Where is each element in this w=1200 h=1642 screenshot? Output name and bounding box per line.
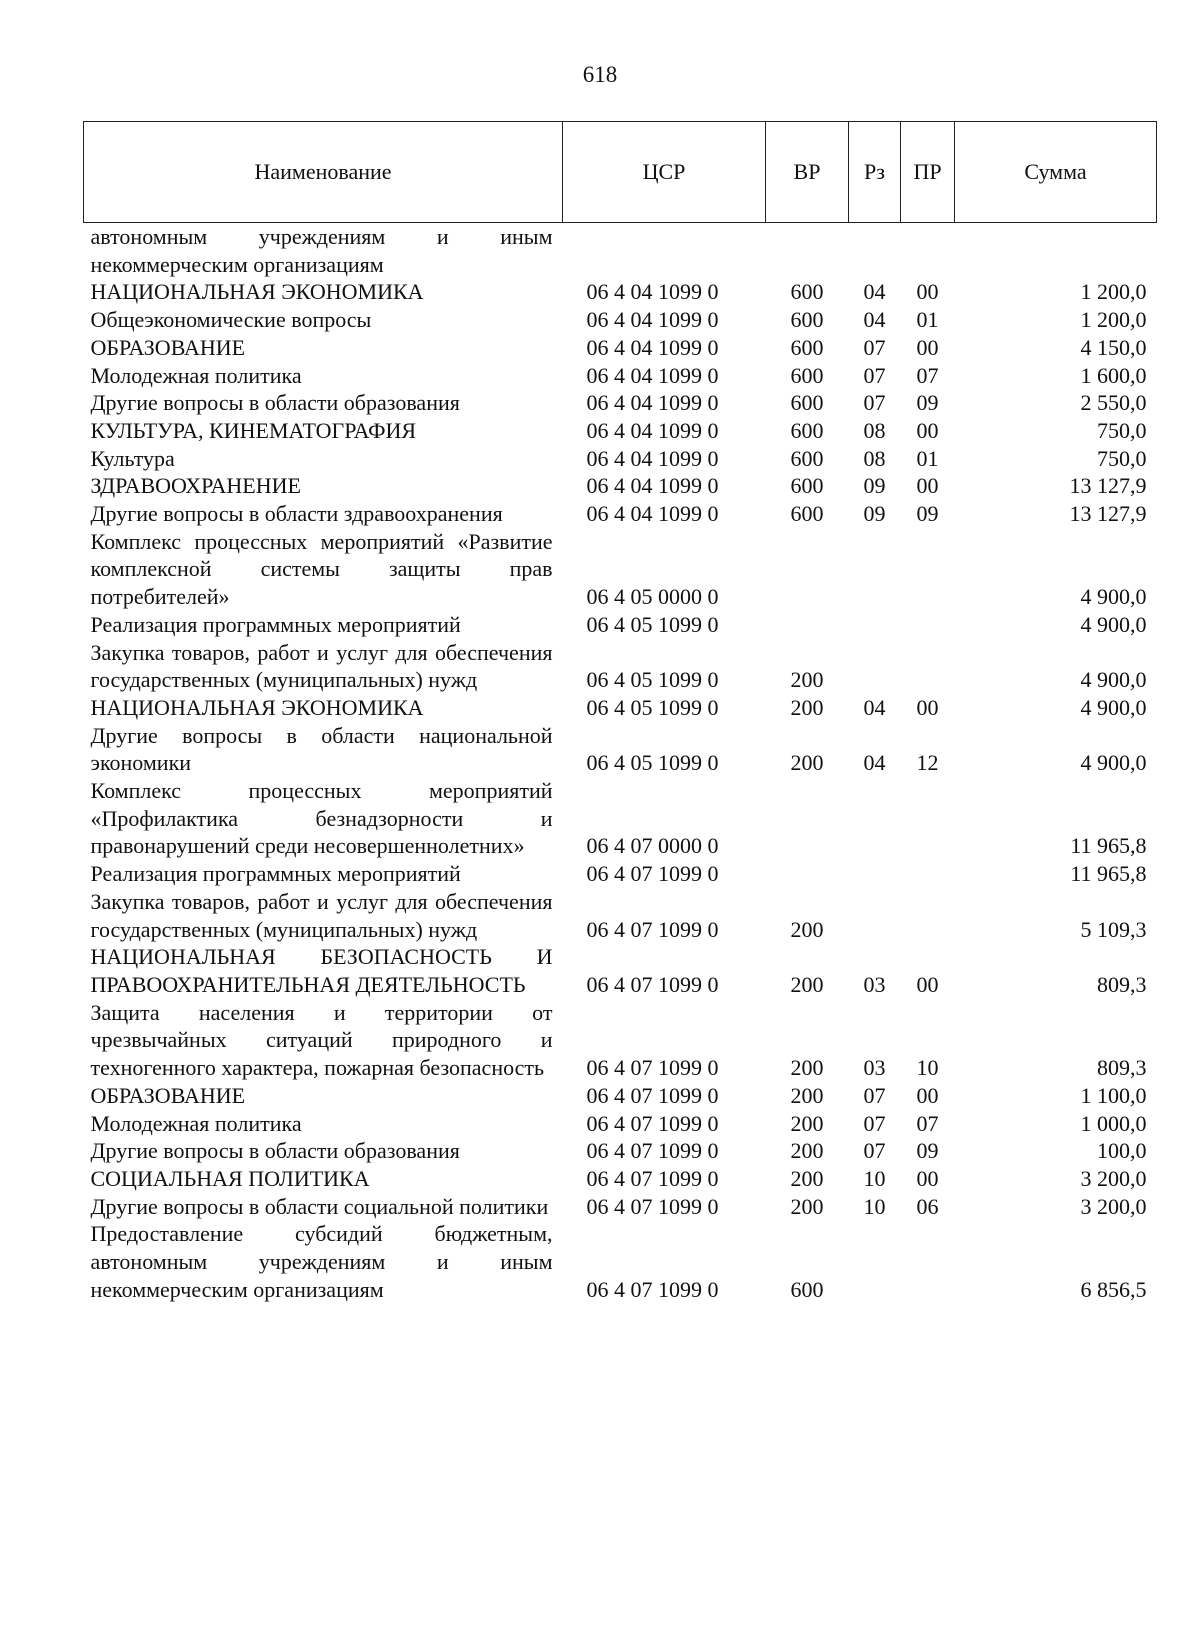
cell-vr xyxy=(766,860,849,888)
table-row xyxy=(84,888,1157,943)
cell-name: Защита населения и территории от чрезвычайных ситуаций природного и техногенного характера, пожарная безопасность xyxy=(90,999,553,1081)
cell-name: Молодежная политика xyxy=(90,362,302,388)
cell-name: Реализация программных мероприятий xyxy=(90,861,461,887)
table-row xyxy=(84,334,1157,362)
cell-rz: 09 xyxy=(863,501,886,527)
table-row xyxy=(84,860,1157,888)
cell-vr: 600 xyxy=(790,390,824,416)
cell-csr: 06 4 04 1099 0 xyxy=(586,473,719,499)
cell-sum: 13 127,9 xyxy=(1069,501,1147,527)
cell-sum: 4 900,0 xyxy=(1080,611,1147,637)
cell-rz xyxy=(849,528,901,611)
cell-rz: 10 xyxy=(863,1165,886,1191)
cell-name: КУЛЬТУРА, КИНЕМАТОГРАФИЯ xyxy=(90,417,417,443)
cell-rz: 09 xyxy=(863,473,886,499)
cell-vr: 200 xyxy=(790,694,824,720)
header-name: Наименование xyxy=(84,122,563,223)
cell-pr: 01 xyxy=(916,445,939,471)
cell-pr xyxy=(901,860,955,888)
cell-sum: 1 100,0 xyxy=(1080,1082,1147,1108)
cell-pr: 00 xyxy=(916,279,939,305)
cell-csr: 06 4 07 1099 0 xyxy=(586,1138,719,1164)
cell-sum: 809,3 xyxy=(1097,1055,1147,1081)
table-header xyxy=(84,122,1157,223)
cell-sum: 4 900,0 xyxy=(1080,584,1147,610)
cell-vr: 600 xyxy=(790,362,824,388)
cell-rz xyxy=(849,611,901,639)
cell-name: Другие вопросы в области здравоохранения xyxy=(90,501,503,527)
cell-rz: 10 xyxy=(863,1193,886,1219)
table-row xyxy=(84,694,1157,722)
cell-rz: 08 xyxy=(863,445,886,471)
cell-pr: 00 xyxy=(916,473,939,499)
cell-csr: 06 4 04 1099 0 xyxy=(586,417,719,443)
cell-rz: 07 xyxy=(863,362,886,388)
cell-name: НАЦИОНАЛЬНАЯ ЭКОНОМИКА xyxy=(90,694,424,720)
cell-sum: 1 200,0 xyxy=(1080,307,1147,333)
table-row xyxy=(84,528,1157,611)
cell-pr xyxy=(901,223,955,279)
cell-csr: 06 4 05 0000 0 xyxy=(586,584,719,610)
table-row xyxy=(84,1137,1157,1165)
table-row xyxy=(84,999,1157,1082)
cell-name: Культура xyxy=(90,445,175,471)
table-row xyxy=(84,278,1157,306)
cell-rz: 07 xyxy=(863,1138,886,1164)
header-csr: ЦСР xyxy=(563,122,766,223)
cell-vr: 600 xyxy=(790,307,824,333)
cell-vr xyxy=(766,528,849,611)
table-row xyxy=(84,943,1157,998)
cell-csr: 06 4 07 1099 0 xyxy=(586,1165,719,1191)
cell-csr: 06 4 07 0000 0 xyxy=(586,833,719,859)
table-row xyxy=(84,389,1157,417)
cell-sum: 1 600,0 xyxy=(1080,362,1147,388)
cell-sum: 4 900,0 xyxy=(1080,694,1147,720)
cell-name: Комплекс процессных мероприятий «Развитие комплексной системы защиты прав потребителей» xyxy=(90,528,553,610)
header-vr: ВР xyxy=(766,122,849,223)
table-row xyxy=(84,362,1157,390)
cell-sum: 5 109,3 xyxy=(1080,916,1147,942)
table-row xyxy=(84,223,1157,279)
cell-vr: 200 xyxy=(790,1138,824,1164)
cell-rz: 07 xyxy=(863,334,886,360)
cell-rz: 04 xyxy=(863,750,886,776)
table-body xyxy=(84,223,1157,1304)
cell-vr xyxy=(766,223,849,279)
cell-rz xyxy=(849,639,901,694)
cell-rz xyxy=(849,860,901,888)
cell-pr: 09 xyxy=(916,1138,939,1164)
cell-csr: 06 4 05 1099 0 xyxy=(586,611,719,637)
cell-csr: 06 4 07 1099 0 xyxy=(586,1082,719,1108)
cell-csr: 06 4 07 1099 0 xyxy=(586,916,719,942)
cell-name: Реализация программных мероприятий xyxy=(90,611,461,637)
cell-vr xyxy=(766,611,849,639)
cell-pr: 09 xyxy=(916,501,939,527)
cell-vr: 600 xyxy=(790,334,824,360)
cell-pr: 07 xyxy=(916,362,939,388)
table-row xyxy=(84,417,1157,445)
cell-name: Комплекс процессных мероприятий «Профилактика безнадзорности и правонарушений среди несовершеннолетних» xyxy=(90,778,553,859)
cell-sum: 11 965,8 xyxy=(1070,833,1147,859)
cell-csr: 06 4 07 1099 0 xyxy=(586,1193,719,1219)
cell-sum: 1 000,0 xyxy=(1080,1110,1147,1136)
cell-pr: 00 xyxy=(916,971,939,997)
cell-name: ОБРАЗОВАНИЕ xyxy=(90,334,246,360)
table-row xyxy=(84,1220,1157,1303)
cell-csr: 06 4 07 1099 0 xyxy=(586,861,719,887)
cell-csr: 06 4 05 1099 0 xyxy=(586,694,719,720)
cell-vr xyxy=(766,777,849,860)
cell-pr: 00 xyxy=(916,1082,939,1108)
table-row xyxy=(84,1165,1157,1193)
cell-sum: 750,0 xyxy=(1097,417,1147,443)
budget-table xyxy=(83,121,1157,1303)
cell-vr: 200 xyxy=(790,1055,824,1081)
cell-vr: 600 xyxy=(790,417,824,443)
cell-csr: 06 4 04 1099 0 xyxy=(586,390,719,416)
cell-name: Закупка товаров, работ и услуг для обеспечения государственных (муниципальных) нужд xyxy=(90,639,553,693)
table-row xyxy=(84,500,1157,528)
cell-csr: 06 4 04 1099 0 xyxy=(586,501,719,527)
cell-vr: 600 xyxy=(790,279,824,305)
cell-sum: 1 200,0 xyxy=(1080,279,1147,305)
header-sum: Сумма xyxy=(955,122,1157,223)
cell-sum: 11 965,8 xyxy=(1070,861,1147,887)
cell-pr xyxy=(901,611,955,639)
cell-pr xyxy=(901,1220,955,1303)
cell-csr: 06 4 05 1099 0 xyxy=(586,667,719,693)
cell-pr xyxy=(901,777,955,860)
cell-csr: 06 4 04 1099 0 xyxy=(586,445,719,471)
cell-name: ОБРАЗОВАНИЕ xyxy=(90,1082,246,1108)
cell-csr: 06 4 04 1099 0 xyxy=(586,334,719,360)
cell-pr: 00 xyxy=(916,1165,939,1191)
cell-sum: 4 900,0 xyxy=(1080,750,1147,776)
cell-rz: 04 xyxy=(863,307,886,333)
cell-pr: 09 xyxy=(916,390,939,416)
cell-vr: 200 xyxy=(790,1193,824,1219)
cell-vr: 200 xyxy=(790,667,824,693)
cell-rz: 07 xyxy=(863,390,886,416)
cell-sum: 809,3 xyxy=(1097,971,1147,997)
cell-sum: 3 200,0 xyxy=(1080,1193,1147,1219)
table-row xyxy=(84,611,1157,639)
cell-csr: 06 4 07 1099 0 xyxy=(586,1110,719,1136)
cell-pr: 00 xyxy=(916,334,939,360)
cell-vr: 200 xyxy=(790,1165,824,1191)
cell-name: Другие вопросы в области образования xyxy=(90,1138,460,1164)
cell-pr: 07 xyxy=(916,1110,939,1136)
cell-rz xyxy=(849,1220,901,1303)
cell-vr: 200 xyxy=(790,916,824,942)
cell-rz: 08 xyxy=(863,417,886,443)
cell-csr: 06 4 04 1099 0 xyxy=(586,307,719,333)
cell-vr: 600 xyxy=(790,473,824,499)
header-rz: Рз xyxy=(849,122,901,223)
table-row xyxy=(84,306,1157,334)
cell-vr: 200 xyxy=(790,1082,824,1108)
cell-csr: 06 4 07 1099 0 xyxy=(586,1276,719,1302)
cell-rz: 07 xyxy=(863,1082,886,1108)
cell-sum: 750,0 xyxy=(1097,445,1147,471)
cell-name: Общеэкономические вопросы xyxy=(90,307,372,333)
table-row xyxy=(84,639,1157,694)
table-row xyxy=(84,445,1157,473)
table-row xyxy=(84,1082,1157,1110)
cell-vr: 200 xyxy=(790,750,824,776)
cell-pr: 12 xyxy=(916,750,939,776)
cell-name: Другие вопросы в области образования xyxy=(90,390,460,416)
cell-rz: 07 xyxy=(863,1110,886,1136)
cell-sum: 4 900,0 xyxy=(1080,667,1147,693)
table-row xyxy=(84,777,1157,860)
cell-name: Другие вопросы в области национальной экономики xyxy=(90,722,553,776)
cell-pr: 00 xyxy=(916,694,939,720)
cell-pr: 06 xyxy=(916,1193,939,1219)
cell-vr: 600 xyxy=(790,1276,824,1302)
cell-name: Другие вопросы в области социальной политики xyxy=(90,1193,549,1219)
cell-sum: 6 856,5 xyxy=(1080,1276,1147,1302)
table-row xyxy=(84,472,1157,500)
cell-name: НАЦИОНАЛЬНАЯ ЭКОНОМИКА xyxy=(90,279,424,305)
cell-sum: 4 150,0 xyxy=(1080,334,1147,360)
cell-name: НАЦИОНАЛЬНАЯ БЕЗОПАСНОСТЬ И ПРАВООХРАНИТЕЛЬНАЯ ДЕЯТЕЛЬНОСТЬ xyxy=(90,944,553,997)
cell-rz: 03 xyxy=(863,971,886,997)
cell-sum: 2 550,0 xyxy=(1080,390,1147,416)
cell-rz xyxy=(849,777,901,860)
cell-pr: 01 xyxy=(916,307,939,333)
cell-rz: 04 xyxy=(863,279,886,305)
cell-name: Молодежная политика xyxy=(90,1110,302,1136)
cell-name: автономным учреждениям и иным некоммерческим организациям xyxy=(90,224,553,277)
cell-sum: 100,0 xyxy=(1097,1138,1147,1164)
cell-rz xyxy=(849,223,901,279)
cell-name: Предоставление субсидий бюджетным, автономным учреждениям и иным некоммерческим организациям xyxy=(90,1221,553,1302)
cell-pr: 10 xyxy=(916,1055,939,1081)
cell-rz xyxy=(849,888,901,943)
cell-name: ЗДРАВООХРАНЕНИЕ xyxy=(90,473,301,499)
cell-pr: 00 xyxy=(916,417,939,443)
cell-pr xyxy=(901,639,955,694)
table-row xyxy=(84,1193,1157,1221)
cell-sum: 3 200,0 xyxy=(1080,1165,1147,1191)
cell-name: СОЦИАЛЬНАЯ ПОЛИТИКА xyxy=(90,1165,370,1191)
cell-vr: 600 xyxy=(790,445,824,471)
table-row xyxy=(84,1110,1157,1138)
cell-rz: 03 xyxy=(863,1055,886,1081)
cell-csr: 06 4 04 1099 0 xyxy=(586,362,719,388)
cell-pr xyxy=(901,888,955,943)
cell-csr: 06 4 04 1099 0 xyxy=(586,279,719,305)
cell-vr: 600 xyxy=(790,501,824,527)
cell-name: Закупка товаров, работ и услуг для обеспечения государственных (муниципальных) нужд xyxy=(90,888,553,942)
cell-vr: 200 xyxy=(790,971,824,997)
cell-csr: 06 4 07 1099 0 xyxy=(586,1055,719,1081)
cell-csr: 06 4 05 1099 0 xyxy=(586,750,719,776)
cell-csr xyxy=(563,223,766,279)
cell-csr: 06 4 07 1099 0 xyxy=(586,971,719,997)
header-pr: ПР xyxy=(901,122,955,223)
cell-sum xyxy=(955,223,1157,279)
cell-rz: 04 xyxy=(863,694,886,720)
cell-sum: 13 127,9 xyxy=(1069,473,1147,499)
cell-pr xyxy=(901,528,955,611)
page-number: 618 xyxy=(582,62,618,87)
table-row xyxy=(84,722,1157,777)
cell-vr: 200 xyxy=(790,1110,824,1136)
